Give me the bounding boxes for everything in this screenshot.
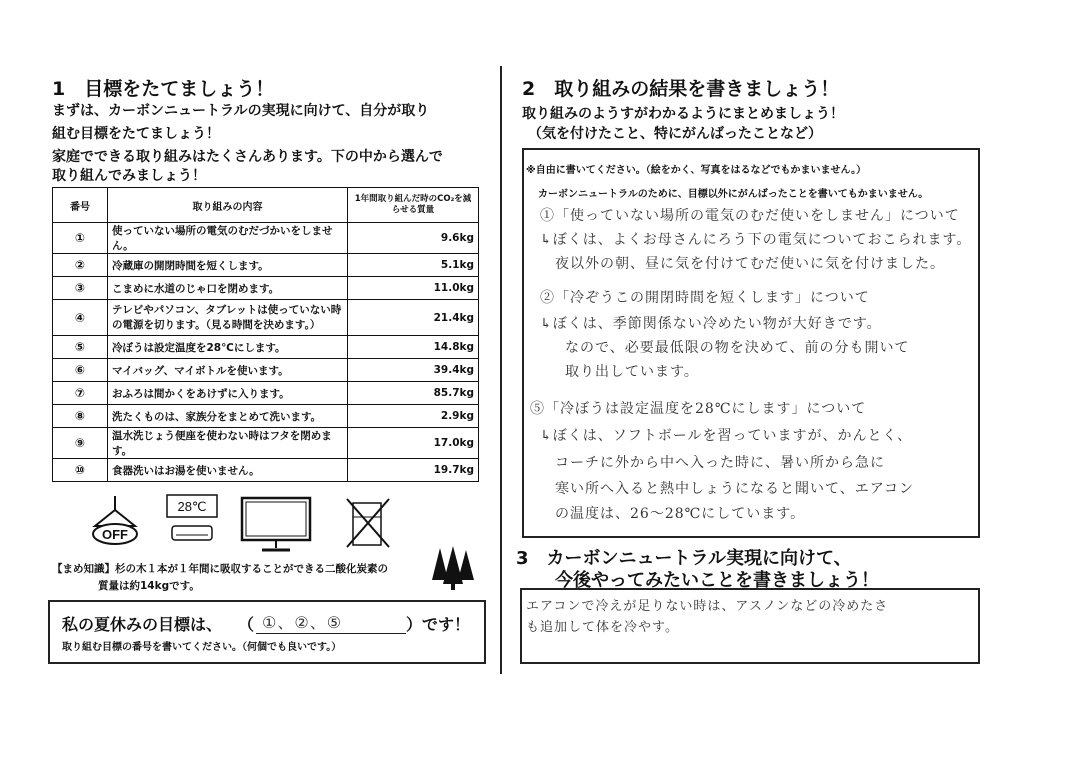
- hand-line: 夜以外の朝、昼に気を付けてむだ使いに気を付けました。: [555, 256, 945, 272]
- future-hand-line2: も追加して体を冷やす。: [526, 620, 679, 635]
- row-content: こまめに水道のじゃ口を閉めます。: [108, 277, 348, 300]
- column-divider: [500, 66, 502, 674]
- section2-sub2: （気を付けたこと、特にがんばったことなど）: [528, 126, 822, 142]
- row-content: マイバッグ、マイボトルを使います。: [108, 359, 348, 382]
- row-no: ③: [53, 277, 108, 300]
- table-row: [53, 405, 479, 428]
- row-amount: 19.7kg: [348, 459, 479, 482]
- row-content: テレビやパソコン、タブレットは使っていない時の電源を切ります。（見る時間を決めます。）: [108, 300, 348, 336]
- row-no: ⑦: [53, 382, 108, 405]
- goal-underline: [256, 633, 406, 634]
- section2-heading: 2 取り組みの結果を書きましょう！: [522, 78, 840, 100]
- row-amount: 21.4kg: [348, 300, 479, 336]
- section2-sub1: 取り組みのようすがわかるようにまとめましょう！: [522, 106, 844, 122]
- future-hand-line1: エアコンで冷えが足りない時は、アスノンなどの冷めたさ: [526, 599, 889, 614]
- goal-suffix: ）です！: [406, 615, 471, 634]
- col-content-header: 取り組みの内容: [108, 188, 348, 223]
- results-note1: ※自由に書いてください。（絵をかく、写真をはるなどでもかまいません。）: [526, 165, 867, 176]
- trivia-line1: 【まめ知識】杉の木１本が１年間に吸収することができる二酸化炭素の: [52, 563, 388, 575]
- row-amount: 17.0kg: [348, 428, 479, 459]
- row-no: ⑧: [53, 405, 108, 428]
- section1-heading: 1 目標をたてましょう！: [52, 78, 275, 100]
- section1-intro-line3: 家庭でできる取り組みはたくさんあります。下の中から選んで: [52, 149, 443, 165]
- table-row: [53, 382, 479, 405]
- section1-intro-line2: 組む目標をたてましょう！: [52, 126, 220, 142]
- row-content: 冷蔵庫の開閉時間を短くします。: [108, 254, 348, 277]
- results-note2: カーボンニュートラルのために、目標以外にがんばったことを書いてもかまいません。: [538, 189, 929, 200]
- row-amount: 11.0kg: [348, 277, 479, 300]
- tree-icon: [430, 544, 476, 590]
- table-row: [53, 359, 479, 382]
- table-row: [53, 459, 479, 482]
- table-row: [53, 277, 479, 300]
- col-amount-header: 1年間取り組んだ時のCO₂を減らせる質量: [348, 188, 479, 223]
- row-amount: 9.6kg: [348, 223, 479, 254]
- hand-line: の温度は、26～28℃にしています。: [555, 506, 806, 522]
- row-amount: 5.1kg: [348, 254, 479, 277]
- row-no: ⑩: [53, 459, 108, 482]
- row-content: 食器洗いはお湯を使いません。: [108, 459, 348, 482]
- hand-line: ↳ぼくは、ソフトボールを習っていますが、かんとく、: [540, 428, 913, 444]
- goal-note: 取り組む目標の番号を書いてください。（何個でも良いです。）: [62, 642, 342, 653]
- row-content: 使っていない場所の電気のむだづかいをしません。: [108, 223, 348, 254]
- hand-line: 寒い所へ入ると熱中しょうになると聞いて、エアコン: [555, 481, 915, 497]
- row-no: ②: [53, 254, 108, 277]
- hand-line: ↳ぼくは、季節関係ない冷めたい物が大好きです。: [540, 316, 882, 332]
- hand-line: ↳ぼくは、よくお母さんにろう下の電気についておこられます。: [540, 232, 972, 248]
- row-no: ⑥: [53, 359, 108, 382]
- hand-line: 取り出しています。: [565, 364, 699, 380]
- ac-temp-label: 28℃: [177, 499, 207, 514]
- hand-line: ①「使っていない場所の電気のむだ使いをしません」について: [540, 208, 960, 224]
- hand-line: なので、必要最低限の物を決めて、前の分も開いて: [565, 340, 910, 356]
- row-amount: 85.7kg: [348, 382, 479, 405]
- light-off-icon: [90, 496, 140, 554]
- goal-prefix: 私の夏休みの目標は、: [62, 615, 223, 634]
- table-row: [53, 254, 479, 277]
- row-content: 温水洗じょう便座を使わない時はフタを閉めます。: [108, 428, 348, 459]
- row-amount: 39.4kg: [348, 359, 479, 382]
- section3-heading1: 3 カーボンニュートラル実現に向けて、: [516, 548, 852, 569]
- row-no: ①: [53, 223, 108, 254]
- row-no: ⑤: [53, 336, 108, 359]
- row-content: おふろは間かくをあけずに入ります。: [108, 382, 348, 405]
- row-no: ⑨: [53, 428, 108, 459]
- table-row: [53, 300, 479, 336]
- row-amount: 14.8kg: [348, 336, 479, 359]
- col-no-header: 番号: [53, 188, 108, 223]
- row-no: ④: [53, 300, 108, 336]
- air-conditioner-icon: [166, 494, 218, 546]
- table-row: [53, 428, 479, 459]
- section3-heading2: 今後やってみたいことを書きましょう！: [555, 570, 879, 591]
- refrigerator-icon: [345, 497, 391, 549]
- section1-intro-line4: 取り組んでみましょう！: [52, 168, 206, 184]
- trivia-line2: 質量は約14kgです。: [98, 580, 200, 592]
- table-row: [53, 223, 479, 254]
- off-label: OFF: [102, 527, 128, 542]
- hand-line: ②「冷ぞうこの開閉時間を短くします」について: [540, 290, 870, 306]
- row-content: 冷ぼうは設定温度を28℃にします。: [108, 336, 348, 359]
- row-amount: 2.9kg: [348, 405, 479, 428]
- television-icon: [240, 496, 312, 554]
- hand-line: コーチに外から中へ入った時に、暑い所から急に: [555, 455, 885, 471]
- row-content: 洗たくものは、家族分をまとめて洗います。: [108, 405, 348, 428]
- goal-open-paren: （: [238, 615, 255, 634]
- section1-intro-line1: まずは、カーボンニュートラルの実現に向けて、自分が取り: [52, 103, 430, 119]
- goal-value: ①、②、⑤: [262, 613, 343, 632]
- activity-table: [52, 187, 479, 482]
- table-row: [53, 336, 479, 359]
- hand-line: ⑤「冷ぼうは設定温度を28℃にします」について: [530, 401, 867, 417]
